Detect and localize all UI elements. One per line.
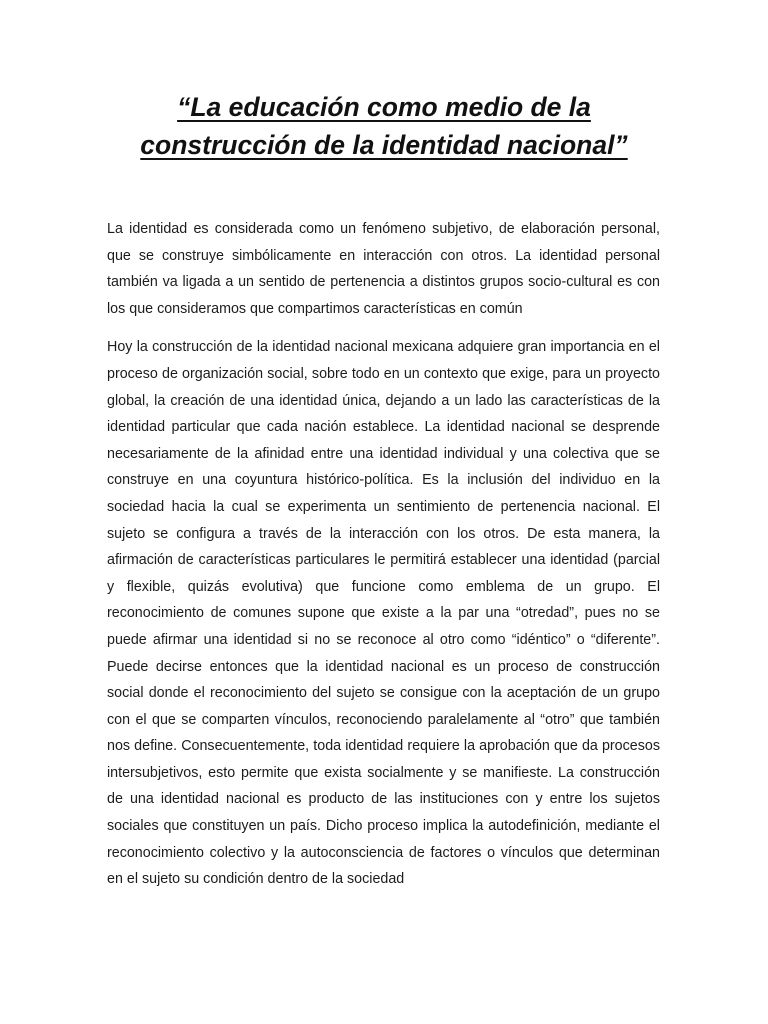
document-title-line-2: construcción de la identidad nacional” bbox=[140, 130, 628, 160]
document-body bbox=[107, 216, 660, 893]
document-title bbox=[90, 88, 678, 164]
paragraph-1: La identidad es considerada como un fenómeno subjetivo, de elaboración personal, que se construye simbólicamente en interacción con otros. La identidad personal también va ligada a un sentido de pertenencia a distintos grupos socio-cultural es con los que consideramos que compartimos características en común bbox=[107, 221, 660, 317]
document-title-line-1: “La educación como medio de la bbox=[177, 92, 591, 122]
paragraph-2: Hoy la construcción de la identidad nacional mexicana adquiere gran importancia en el proceso de organización social, sobre todo en un contexto que exige, para un proyecto global, la creación de una identidad única, dejando a un lado las características de la identidad particular que cada nación establece. La identidad nacional se desprende necesariamente de la afinidad entre una identidad individual y una colectiva que se construye en una coyuntura histórico-política. Es la inclusión del individuo en la sociedad hacia la cual se experimenta un sentimiento de pertenencia nacional. El sujeto se configura a través de la interacción con los otros. De esta manera, la afirmación de características particulares le permitirá establecer una identidad (parcial y flexible, quizás evolutiva) que funcione como emblema de un grupo. El reconocimiento de comunes supone que existe a la par una “otredad”, pues no se puede afirmar una identidad si no se reconoce al otro como “idéntico” o “diferente”. Puede decirse entonces que la identidad nacional es un proceso de construcción social donde el reconocimiento del sujeto se consigue con la aceptación de un grupo con el que se comparten vínculos, reconociendo paralelamente al “otro” que también nos define. Consecuentemente, toda identidad requiere la aprobación que da procesos intersubjetivos, esto permite que exista socialmente y se manifieste. La construcción de una identidad nacional es producto de las instituciones con y entre los sujetos sociales que constituyen un país. Dicho proceso implica la autodefinición, mediante el reconocimiento colectivo y la autoconsciencia de factores o vínculos que determinan en el sujeto su condición dentro de la sociedad bbox=[107, 339, 660, 888]
